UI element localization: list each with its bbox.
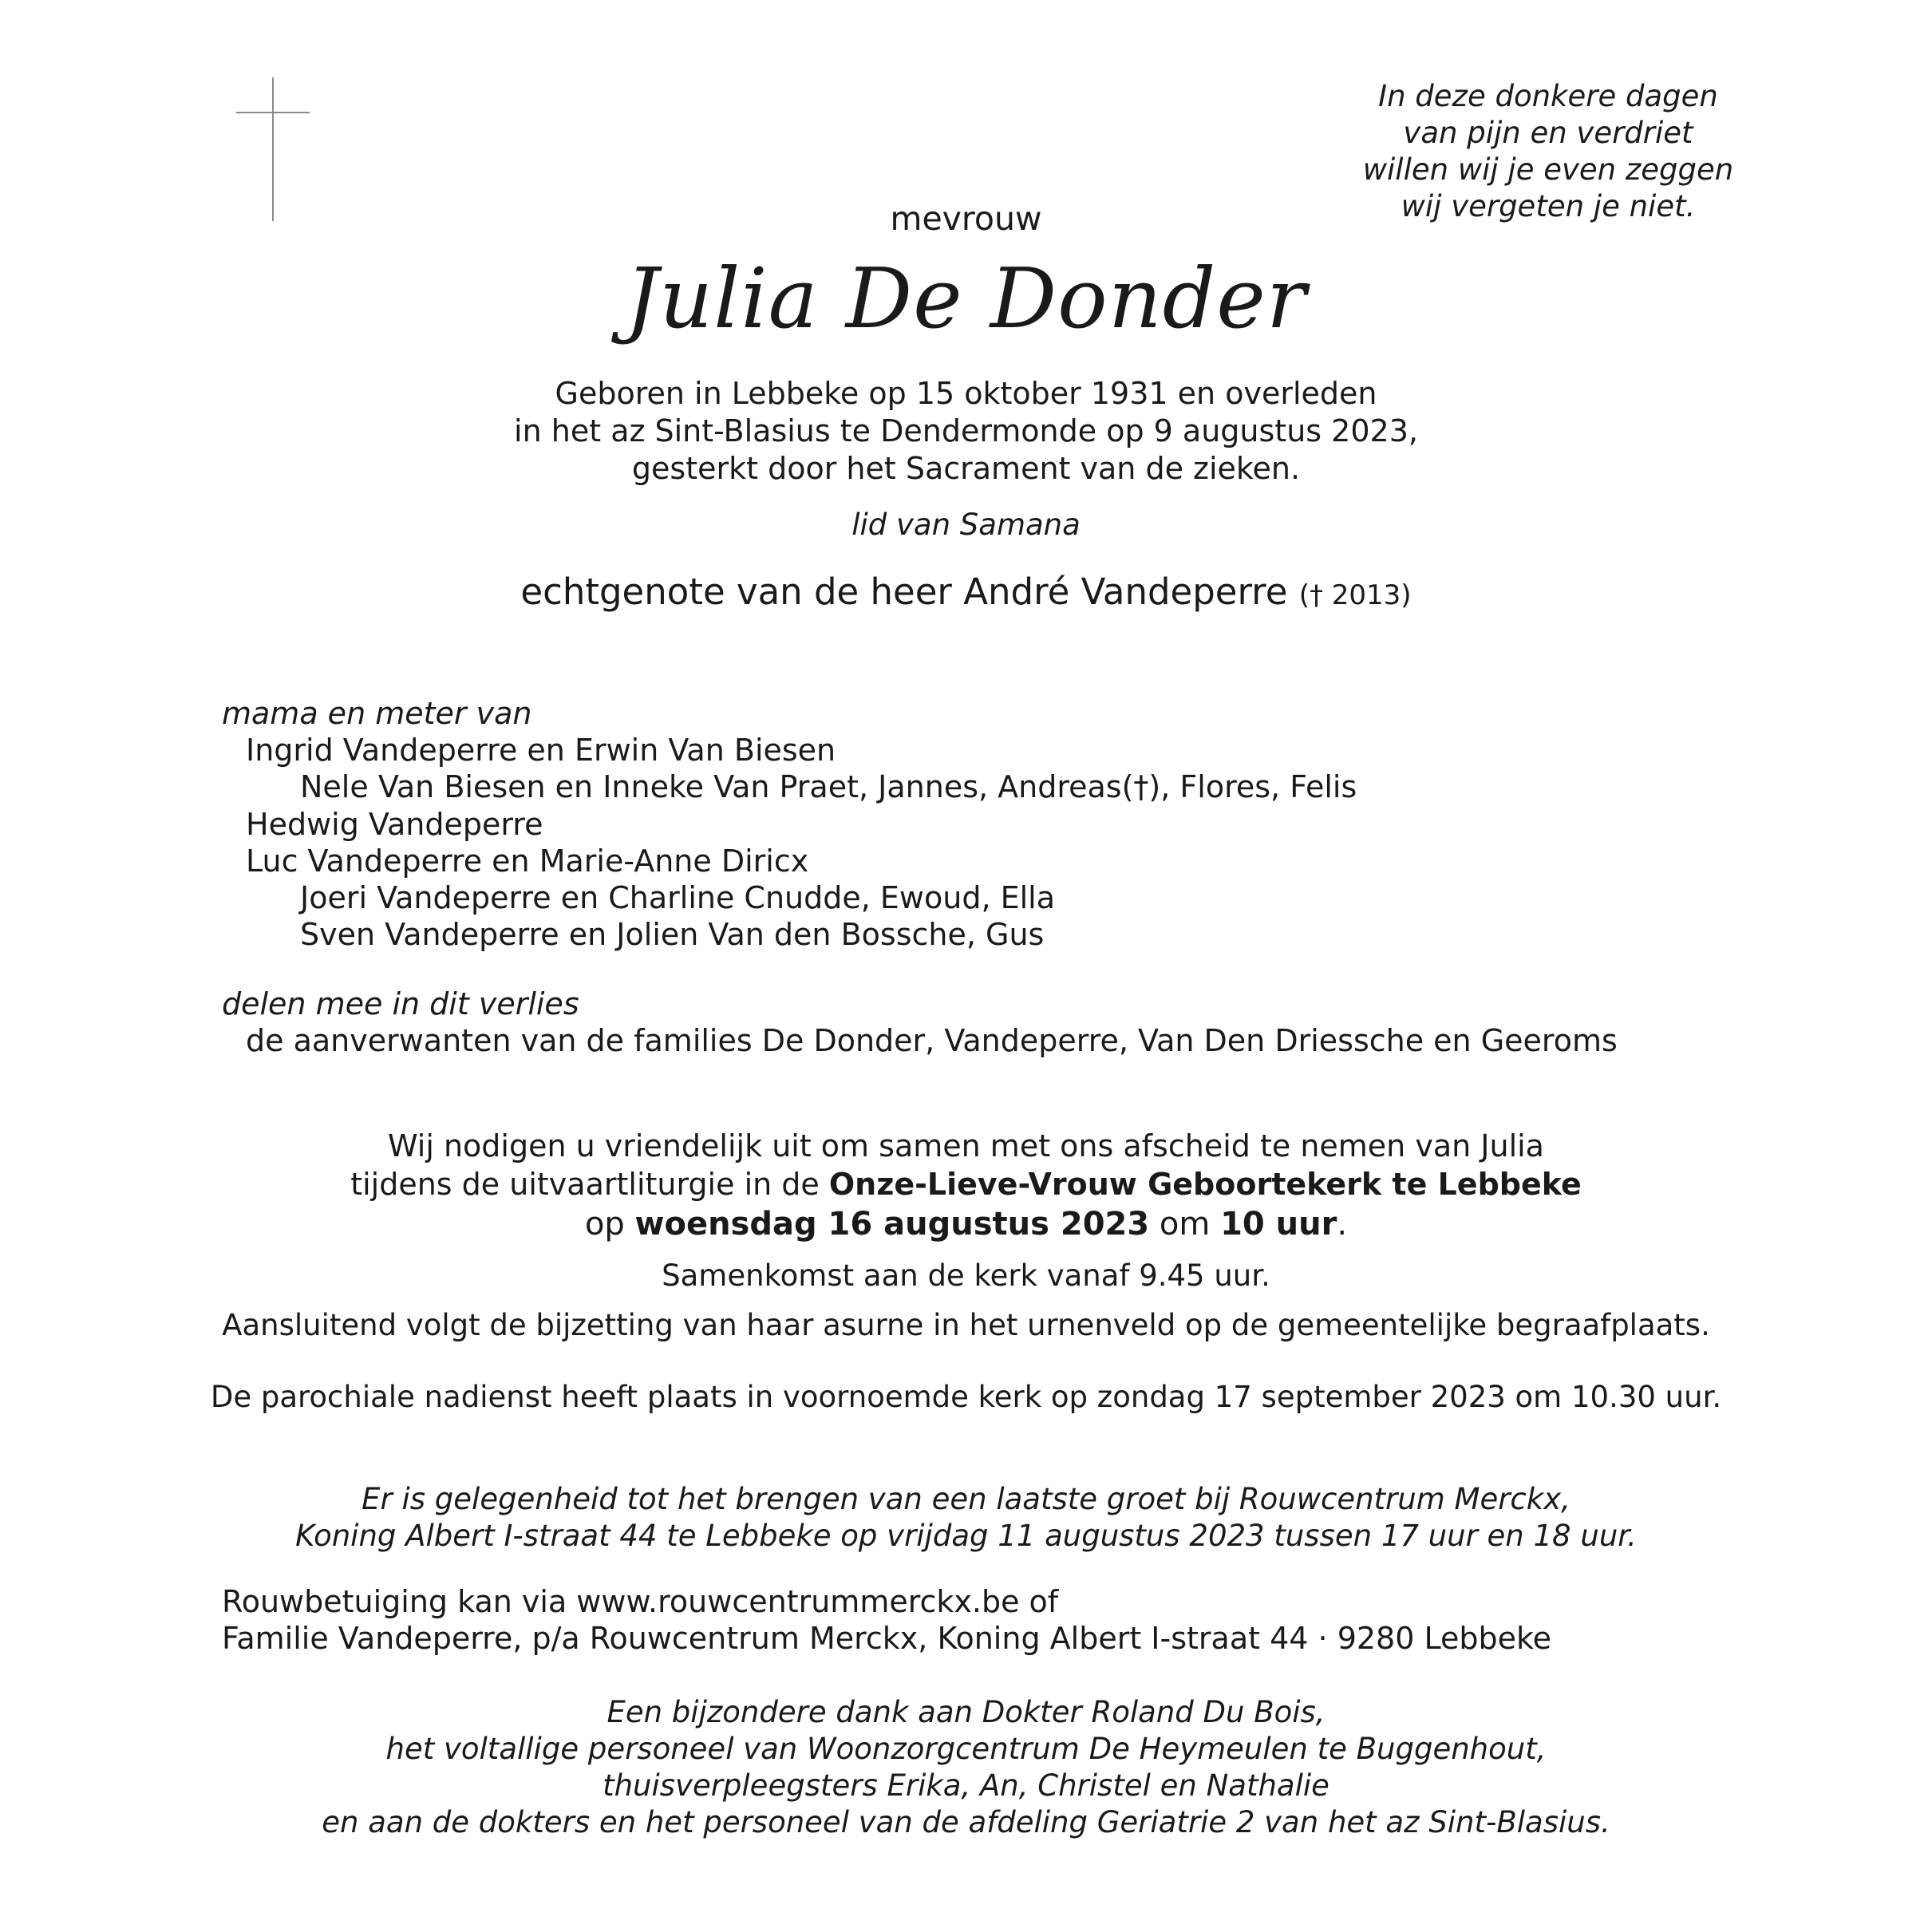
poem-line: wij vergeten je niet. <box>1401 189 1696 223</box>
deceased-name: Julia De Donder <box>625 250 1307 347</box>
invite-line-prefix: tijdens de uitvaartliturgie in de <box>350 1167 829 1202</box>
farewell-line: Er is gelegenheid tot het brengen van een laatste groet bij Rouwcentrum Merckx, <box>362 1482 1570 1516</box>
farewell-line: Koning Albert I-straat 44 te Lebbeke op vrijdag 11 augustus 2023 tussen 17 uur en 18 uur. <box>295 1519 1637 1553</box>
birth-death-line: Geboren in Lebbeke op 15 oktober 1931 en overleden <box>555 376 1377 411</box>
family-list <box>222 695 1357 953</box>
thanks-section <box>0 1694 1932 1841</box>
thanks-line: Een bijzondere dank aan Dokter Roland Du Bois, <box>606 1695 1326 1729</box>
spouse-line <box>0 570 1932 618</box>
condolence-info <box>222 1583 1551 1657</box>
birth-death-line: in het az Sint-Blasius te Dendermonde op 9 augustus 2023, <box>514 413 1418 448</box>
share-text: de aanverwanten van de families De Donder, Vandeperre, Van Den Driessche en Geeroms <box>246 1023 1618 1058</box>
thanks-line: en aan de dokters en het personeel van de afdeling Geriatrie 2 van het az Sint-Blasius. <box>322 1805 1610 1839</box>
poem-line: van pijn en verdriet <box>1403 116 1693 150</box>
gathering-info: Samenkomst aan de kerk vanaf 9.45 uur. <box>662 1258 1270 1293</box>
date-prefix: op <box>584 1206 635 1243</box>
invite-line <box>0 1165 1932 1203</box>
church-name: Onze-Lieve-Vrouw Geboortekerk te Lebbeke <box>828 1167 1582 1202</box>
poem-line: willen wij je even zeggen <box>1362 152 1734 187</box>
cross-horizontal-bar <box>236 112 310 113</box>
child-entry: Hedwig Vandeperre <box>246 806 543 842</box>
membership: lid van Samana <box>851 508 1081 542</box>
farewell-info <box>0 1481 1932 1555</box>
funeral-date: woensdag 16 augustus 2023 <box>634 1206 1150 1243</box>
funeral-invitation <box>0 1127 1932 1245</box>
grandchild-entry: Sven Vandeperre en Jolien Van den Bossche, Gus <box>300 917 1045 953</box>
thanks-line: het voltallige personeel van Woonzorgcentrum De Heymeulen te Buggenhout, <box>385 1732 1547 1766</box>
grandchild-entry: Nele Van Biesen en Inneke Van Praet, Jannes, Andreas(†), Flores, Felis <box>300 769 1357 805</box>
date-suffix: . <box>1337 1206 1348 1243</box>
thanks-line: thuisverpleegsters Erika, An, Christel en Nathalie <box>603 1768 1329 1803</box>
funeral-datetime <box>0 1203 1932 1245</box>
family-heading: mama en meter van <box>222 696 532 731</box>
share-section <box>222 986 1618 1059</box>
burial-info: Aansluitend volgt de bijzetting van haar asurne in het urnenveld op de gemeentelijke begraafplaats. <box>222 1308 1710 1342</box>
birth-death-line: gesterkt door het Sacrament van de zieken. <box>631 451 1301 486</box>
time-prefix: om <box>1149 1206 1221 1243</box>
condolence-line: Rouwbetuiging kan via www.rouwcentrummerckx.be of <box>222 1584 1059 1619</box>
funeral-time: 10 uur <box>1220 1206 1337 1243</box>
condolence-address: Familie Vandeperre, p/a Rouwcentrum Merckx, Koning Albert I-straat 44 · 9280 Lebbeke <box>222 1621 1552 1656</box>
poem-line: In deze donkere dagen <box>1378 79 1718 113</box>
child-entry: Ingrid Vandeperre en Erwin Van Biesen <box>246 733 836 768</box>
share-heading: delen mee in dit verlies <box>222 986 579 1021</box>
grandchild-entry: Joeri Vandeperre en Charline Cnudde, Ewoud, Ella <box>300 880 1056 916</box>
invite-line: Wij nodigen u vriendelijk uit om samen met ons afscheid te nemen van Julia <box>388 1128 1544 1164</box>
spouse-text: echtgenote van de heer André Vandeperre <box>520 571 1288 613</box>
service-info: De parochiale nadienst heeft plaats in voornoemde kerk op zondag 17 september 2023 om 10.30 uur. <box>210 1380 1722 1414</box>
child-entry: Luc Vandeperre en Marie-Anne Diricx <box>246 843 809 879</box>
deceased-title: mevrouw <box>890 200 1042 238</box>
birth-death-details <box>0 375 1932 488</box>
spouse-death-note: († 2013) <box>1298 579 1412 611</box>
